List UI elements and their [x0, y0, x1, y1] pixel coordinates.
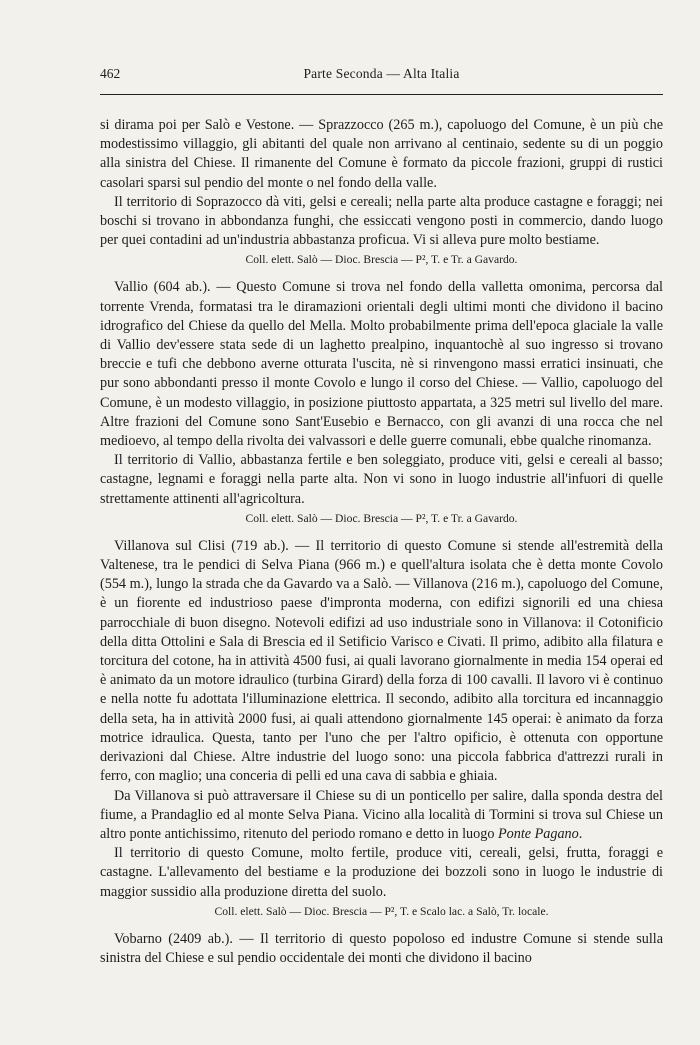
paragraph-vobarno: Vobarno (2409 ab.). — Il territorio di questo popoloso ed industre Comune si stende sulla sinistra del Chiese e sul pendio occidentale dei monti che dividono il bacino [100, 930, 663, 966]
entry-heading: Vobarno (2409 ab.). [114, 930, 233, 947]
paragraph-villanova-territory: Il territorio di questo Comune, molto fertile, produce viti, cereali, gelsi, frutta, foraggi e castagne. L'allevamento del bestiame e la produzione dei bozzoli sono in luogo le industrie di maggior sussidio alla produzione diretta del suolo. [100, 845, 663, 900]
paragraph-vallio: Vallio (604 ab.). — Questo Comune si trova nel fondo della valletta omonima, percorsa dal torrente Vrenda, formatasi tra le diramazioni orientali degli ultimi monti che dividono il bacino idrografico del Chiese da quello del Mella. Molto probabilmente prima dell'epoca glaciale la valle di Vallio dev'essere stata sede di un laghetto prealpino, inquantochè al suo ingresso si trovano breccie e tufi che debbono averne otturata l'uscita, nè si rinvengono massi erratici insinuati, che pur sono abbondanti presso il monte Covolo e lungo il corso del Chiese. — Vallio, capoluogo del Comune, è un modesto villaggio, in posizione piuttosto appartata, a 325 metri sul livello del mare. Altre frazioni del Comune sono Sant'Eusebio e Bernacco, con gli avanzi di una rocca che nel medioevo, al tempo della rivolta dei valvassori e delle guerre comunali, ebbe qualche rinomanza. [100, 279, 663, 450]
running-title: Parte Seconda — Alta Italia [303, 66, 460, 81]
ponte-pagano: Ponte Pagano [497, 825, 579, 842]
running-header [100, 66, 663, 90]
paragraph-soprazzocco-cont: si dirama poi per Salò e Vestone. — Sprazzocco (265 m.), capoluogo del Comune, è un più che modestissimo villaggio, gli abitanti del quale non arrivano al centinaio, sedente su di un poggio alla sinistra del Chiese. Il rimanente del Comune è formato da piccole frazioni, gruppi di rustici casolari sparsi sul pendio del monte o nel fondo della valle. [100, 117, 663, 191]
paragraph-vallio-territory: Il territorio di Vallio, abbastanza fertile e ben soleggiato, produce viti, gelsi e cereali al basso; castagne, legnami e foraggi nella parte alta. Non vi sono in luogo industrie all'infuori di quelle strettamente attinenti all'agricoltura. [100, 452, 663, 507]
entry-heading: Villanova sul Clisi (719 ab.). [114, 537, 289, 554]
paragraph-villanova-bridge: Da Villanova si può attraversare il Chiese su di un ponticello per salire, dalla sponda destra del fiume, a Prandaglio ed al monte Selva Piana. Vicino alla località di Tormini si trova sul Chiese un altro ponte antichissimo, ritenuto del periodo romano e detto in luogo Ponte Pagano. [100, 787, 663, 842]
collegio-note: Coll. elett. Salò — Dioc. Brescia — P², T. e Tr. a Gavardo. [245, 511, 518, 525]
body-text [100, 116, 663, 968]
collegio-note: Coll. elett. Salò — Dioc. Brescia — P², T. e Tr. a Gavardo. [245, 253, 518, 267]
entry-heading: Vallio (604 ab.). [114, 279, 211, 296]
collegio-note: Coll. elett. Salò — Dioc. Brescia — P², T. e Scalo lac. a Salò, Tr. locale. [214, 904, 549, 918]
header-rule [100, 94, 663, 95]
paragraph-soprazzocco-territory: Il territorio di Soprazocco dà viti, gelsi e cereali; nella parte alta produce castagne e foraggi; nei boschi si trovano in abbondanza funghi, che essiccati vengono posti in commercio, dando luogo per quei contadini ad un'industria abbastanza proficua. Vi si alleva pure molto bestiame. [100, 193, 663, 249]
paragraph-villanova: Villanova sul Clisi (719 ab.). — Il territorio di questo Comune si stende all'estremità della Valtenese, tra le pendici di Selva Piana (966 m.) e quell'altura isolata che è detta monte Covolo (554 m.), lungo la strada che da Gavardo va a Salò. — Villanova (216 m.), capoluogo del Comune, è un fiorente ed industrioso paese d'impronta moderna, con edifizi signorili ed una chiesa parrocchiale di buon disegno. Notevoli edifizi ad uso industriale sono in Villanova: il Cotonificio della ditta Ottolini e Sala di Brescia ed il Setificio Varisco e Civati. Il primo, adibito alla filatura e torcitura del cotone, ha in attività 4500 fusi, ai quali lavorano giornalmente in media 154 operai ed è animato da un motore idraulico (turbina Girard) della forza di 100 cavalli. Il lavoro vi è continuo e nella notte fu adottata l'illuminazione elettrica. Il secondo, adibito alla torcitura ed incannaggio della seta, ha in attività 2000 fusi, ai quali attendono giornalmente 145 operai: è animato da forza motrice idraulica. Questa, tanto per l'uno che per l'altro opificio, è ottenuta con opportune derivazioni dal Chiese. Altre industrie del luogo sono: una piccola fabbrica d'attrezzi rurali in ferro, con maglio; una conceria di pelli ed una cava di sabbia e ghiaia. [100, 537, 663, 785]
page-number: 462 [100, 66, 121, 81]
